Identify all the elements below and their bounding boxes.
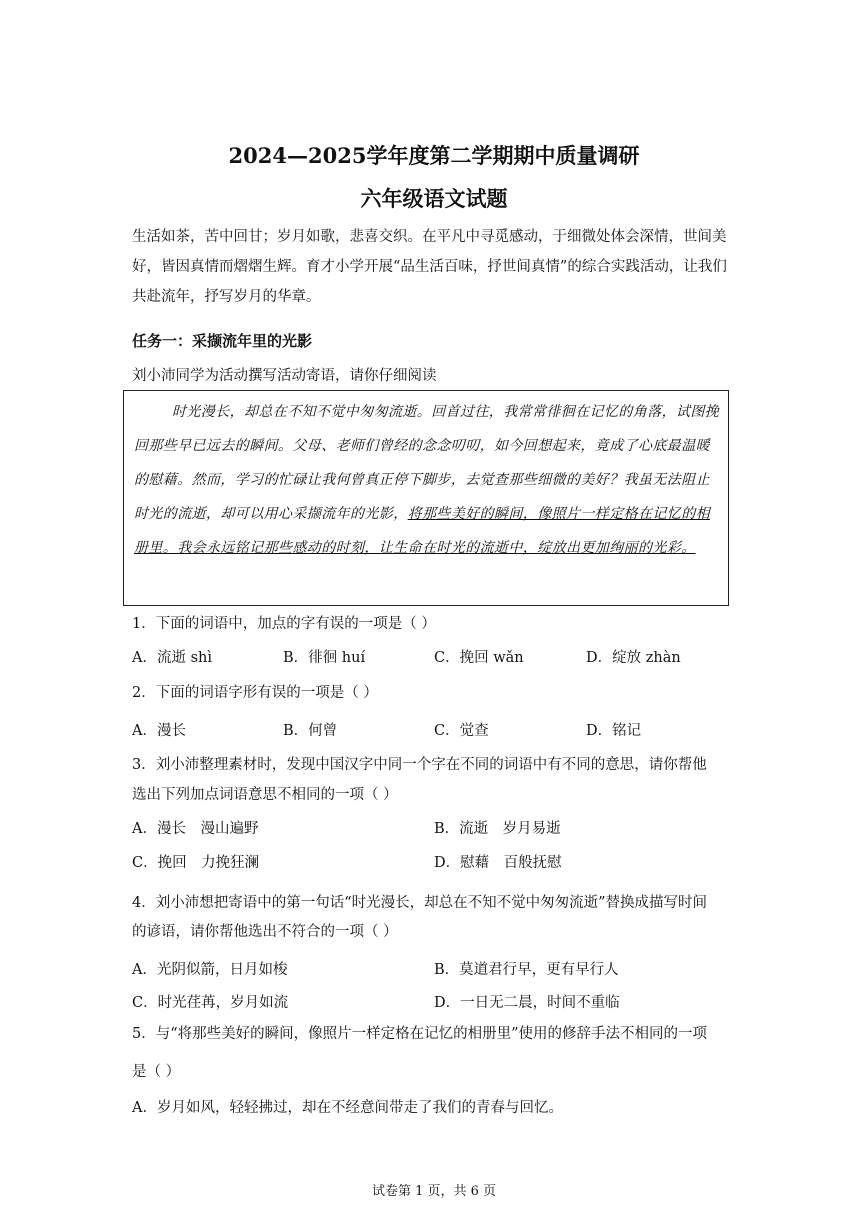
question-5-stem-line2: 是（ ）	[132, 1064, 181, 1080]
passage-text	[134, 395, 722, 565]
question-2-stem: 2．下面的词语字形有误的一项是（ ）	[132, 685, 378, 701]
question-3-stem-line2: 选出下列加点词语意思不相同的一项（ ）	[132, 787, 398, 803]
question-4-stem-line1: 4．刘小沛想把寄语中的第一句话“时光漫长，却总在不知不觉中匆匆流逝”替换成描写时间	[132, 895, 708, 911]
q1-option-c[interactable]: C．挽回 wǎn	[434, 650, 524, 666]
q4-option-a[interactable]: A．光阴似箭，日月如梭	[132, 962, 288, 978]
q1-option-d[interactable]: D．绽放 zhàn	[586, 650, 681, 666]
q2-option-b[interactable]: B．何曾	[283, 723, 338, 739]
question-3-stem-line1: 3．刘小沛整理素材时，发现中国汉字中同一个字在不同的词语中有不同的意思，请你帮他	[132, 757, 707, 773]
q3-option-d[interactable]: D．慰藉 百般抚慰	[434, 855, 562, 871]
q2-option-c[interactable]: C．觉查	[434, 723, 489, 739]
q2-option-d[interactable]: D．铭记	[586, 723, 642, 739]
q4-option-b[interactable]: B．莫道君行早，更有早行人	[434, 962, 619, 978]
intro-paragraph: 生活如茶，苦中回甘；岁月如歌，悲喜交织。在平凡中寻觅感动，于细微处体会深情，世间美好，皆因真情而熠熠生辉。育才小学开展“品生活百味，抒世间真情”的综合实践活动，让我们共赴流年，抒写岁月的华章。	[132, 229, 727, 305]
q2-option-a[interactable]: A．漫长	[132, 723, 186, 739]
exam-title: 2024—2025学年度第二学期期中质量调研	[228, 143, 640, 168]
question-4-stem-line2: 的谚语，请你帮他选出不符合的一项（ ）	[132, 924, 398, 940]
passage-part1: 时光漫长，却总在不知不觉中匆匆流逝。回首过往，我常常徘徊在记忆的角落，试图挽回那些早已远去的瞬间。父母、老师们曾经的念念叨叨，如今回想起来，竟成了心底最温暖的慰藉。然而，学习的忙碌让我何曾真正停下脚步，去觉查那些细微的美好？我虽无法阻止时光的流逝，却可以用心采撷流年的光影，	[134, 404, 720, 522]
task1-heading: 任务一：采撷流年里的光影	[132, 332, 313, 350]
q4-option-d[interactable]: D．一日无二晨，时间不重临	[434, 995, 620, 1011]
task1-lead: 刘小沛同学为活动撰写活动寄语，请你仔细阅读	[132, 368, 437, 384]
question-5-stem-line1: 5．与“将那些美好的瞬间，像照片一样定格在记忆的相册里”使用的修辞手法不相同的一项	[132, 1026, 708, 1042]
q3-option-a[interactable]: A．漫长 漫山遍野	[132, 821, 259, 837]
page-footer: 试卷第 1 页，共 6 页	[371, 1184, 497, 1199]
q5-option-a[interactable]: A．岁月如风，轻轻拂过，却在不经意间带走了我们的青春与回忆。	[132, 1100, 563, 1116]
q1-option-a[interactable]: A．流逝 shì	[132, 650, 212, 666]
q1-option-b[interactable]: B．徘徊 huí	[283, 650, 366, 666]
passage-underlined: 将那些美好的瞬间，像照片一样定格在记忆的相册里。我会永远铭记那些感动的时刻，让生命在时光的流逝中，绽放出更加绚丽的光彩。	[134, 506, 711, 556]
q3-option-c[interactable]: C．挽回 力挽狂澜	[132, 855, 260, 871]
q4-option-c[interactable]: C．时光荏苒，岁月如流	[132, 995, 289, 1011]
q3-option-b[interactable]: B．流逝 岁月易逝	[434, 821, 561, 837]
question-1-stem: 1．下面的词语中，加点的字有误的一项是（ ）	[132, 616, 436, 632]
passage-box	[123, 390, 729, 606]
exam-subtitle: 六年级语文试题	[360, 186, 508, 211]
